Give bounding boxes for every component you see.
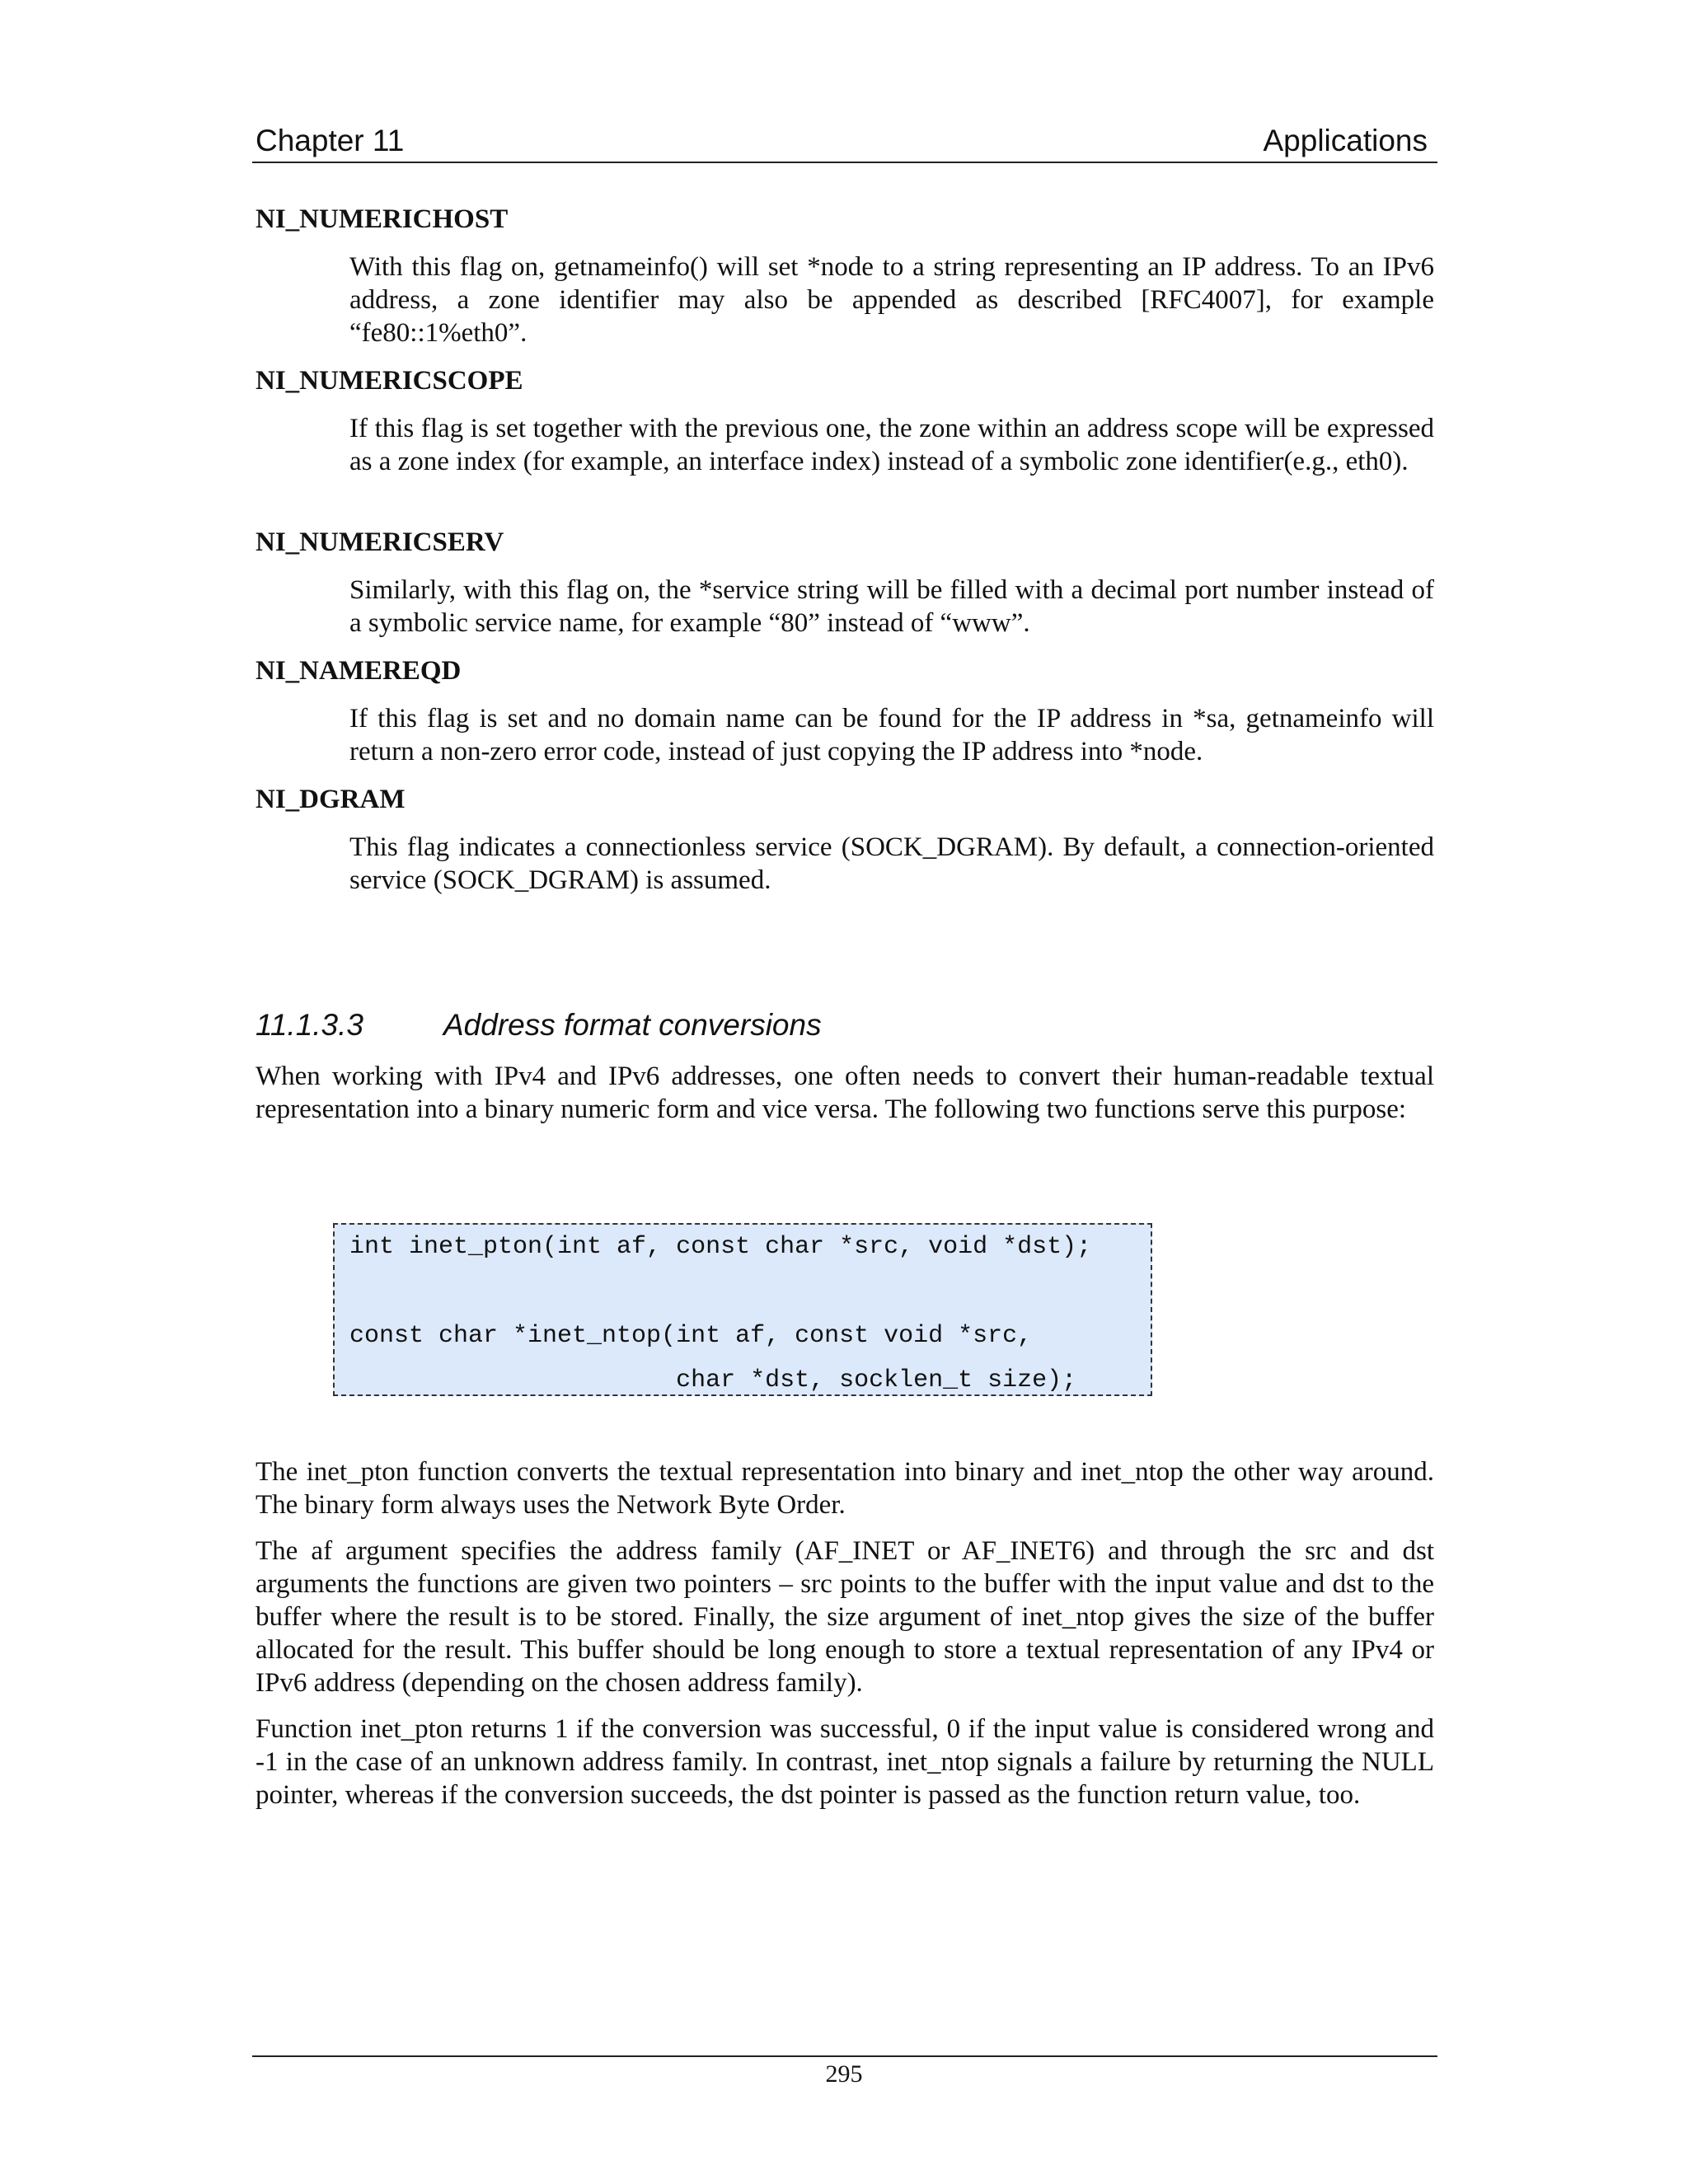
- flag-desc-numericserv: Similarly, with this flag on, the *service string will be filled with a decimal port number instead of a symbolic service name, for example “80” instead of “www”.: [349, 575, 1434, 638]
- flag-desc-numericscope: If this flag is set together with the previous one, the zone within an address scope will be expressed as a zone index (for example, an interface index) instead of a symbolic zone identifier(e.g., eth0).: [349, 414, 1434, 476]
- chapter-label: Chapter 11: [256, 124, 405, 157]
- page-header: [252, 122, 1437, 163]
- section-number: 11.1.3.3: [256, 1008, 363, 1042]
- section-intro: When working with IPv4 and IPv6 addresses, one often needs to convert their human-readable textual representation into a binary numeric form and vice versa. The following two functions serve this purpose:: [256, 1062, 1434, 1124]
- flag-term-namereqd: NI_NAMEREQD: [256, 656, 462, 686]
- page-number: 295: [825, 2060, 863, 2088]
- footer-rule: [252, 2055, 1437, 2057]
- code-block: [333, 1223, 1152, 1396]
- paragraph-inet-pton: The inet_pton function converts the textual representation into binary and inet_ntop the other way around. The binary form always uses the Network Byte Order.: [256, 1457, 1434, 1520]
- section-label: Applications: [1263, 124, 1428, 157]
- section-heading: [256, 1007, 822, 1043]
- flag-desc-numerichost: With this flag on, getnameinfo() will set *node to a string representing an IP address. To an IPv6 address, a zone identifier may also be appended as described [RFC4007], for example “fe80::1%eth0”.: [349, 252, 1434, 348]
- paragraph-return-values: Function inet_pton returns 1 if the conversion was successful, 0 if the input value is considered wrong and -1 in the case of an unknown address family. In contrast, inet_ntop signals a failure by returning the NULL pointer, whereas if the conversion succeeds, the dst pointer is passed as the function return value, too.: [256, 1714, 1434, 1810]
- flag-desc-dgram: This flag indicates a connectionless service (SOCK_DGRAM). By default, a connection-oriented service (SOCK_DGRAM) is assumed.: [349, 832, 1434, 895]
- section-title: Address format conversions: [443, 1008, 822, 1042]
- code-line-inet-ntop: const char *inet_ntop(int af, const void *src,: [349, 1322, 1033, 1350]
- paragraph-af-argument: The af argument specifies the address family (AF_INET or AF_INET6) and through the src and dst arguments the functions are given two pointers – src points to the buffer with the input value and dst to the buffer where the result is to be stored. Finally, the size argument of inet_ntop gives the size of the buffer allocated for the result. This buffer should be long enough to store a textual representation of any IPv4 or IPv6 address (depending on the chosen address family).: [256, 1536, 1434, 1698]
- code-line-inet-pton: int inet_pton(int af, const char *src, void *dst);: [349, 1233, 1092, 1261]
- flag-term-numerichost: NI_NUMERICHOST: [256, 204, 509, 234]
- flag-term-dgram: NI_DGRAM: [256, 785, 406, 814]
- code-line-inet-ntop-cont: char *dst, socklen_t size);: [349, 1366, 1077, 1394]
- flag-desc-namereqd: If this flag is set and no domain name can be found for the IP address in *sa, getnameinfo will return a non-zero error code, instead of just copying the IP address into *node.: [349, 704, 1434, 766]
- flag-term-numericscope: NI_NUMERICSCOPE: [256, 366, 523, 396]
- flag-term-numericserv: NI_NUMERICSERV: [256, 527, 504, 557]
